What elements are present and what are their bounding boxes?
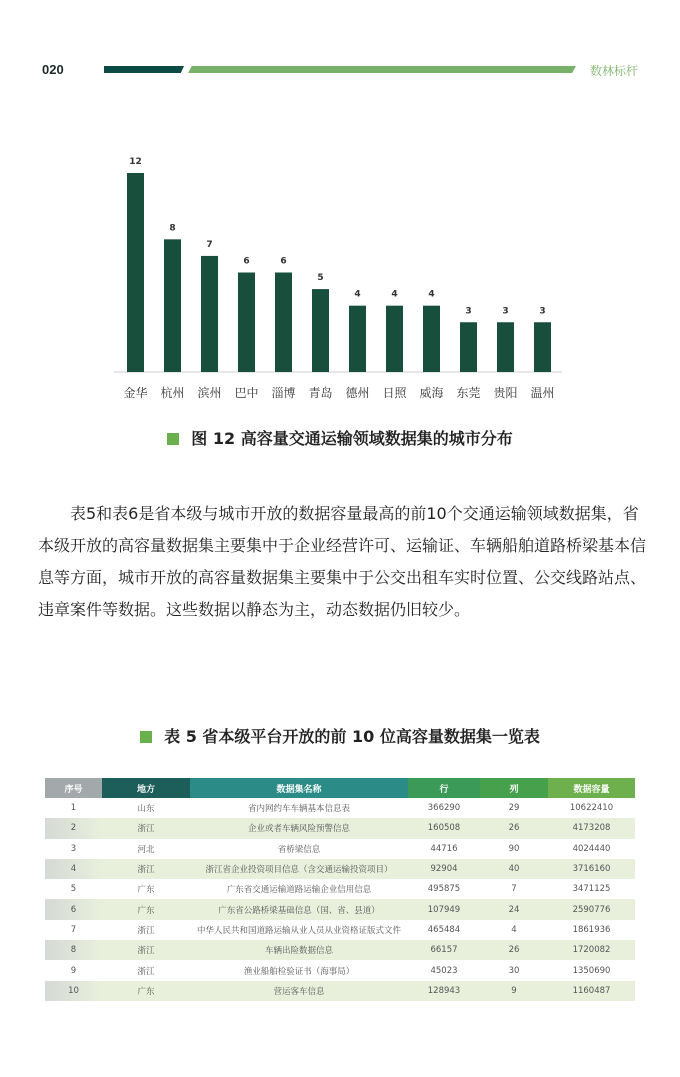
table-cell: 浙江 bbox=[137, 925, 155, 936]
table-cell: 10622410 bbox=[569, 803, 614, 814]
table-cell: 128943 bbox=[408, 981, 480, 1001]
table-row bbox=[45, 920, 635, 940]
table-cell: 河北 bbox=[137, 844, 155, 855]
table-cell: 26 bbox=[480, 940, 548, 960]
table-cell: 3 bbox=[70, 843, 77, 854]
column-header: 地方 bbox=[102, 778, 190, 798]
table-row bbox=[45, 960, 635, 980]
column-header: 数据集名称 bbox=[190, 778, 408, 798]
table-cell: 浙江 bbox=[102, 859, 190, 879]
table-cell: 90 bbox=[508, 843, 520, 854]
table-cell: 省内网约车车辆基本信息表 bbox=[247, 804, 350, 815]
data-label: 8 bbox=[169, 223, 176, 234]
bar bbox=[201, 256, 218, 372]
table-cell: 7 bbox=[511, 884, 517, 895]
category-label: 温州 bbox=[530, 386, 555, 400]
column-header: 行 bbox=[408, 778, 480, 798]
category-label: 青岛 bbox=[308, 386, 333, 400]
table-cell: 广东省公路桥梁基础信息（国、省、县道） bbox=[190, 899, 408, 919]
table-row bbox=[45, 981, 635, 1001]
bar bbox=[534, 322, 551, 372]
category-label: 德州 bbox=[345, 386, 370, 400]
table-cell: 广东 bbox=[102, 981, 190, 1001]
table-caption-text: 表 5 省本级平台开放的前 10 位高容量数据集一览表 bbox=[164, 727, 540, 746]
bar bbox=[275, 273, 292, 373]
data-label: 6 bbox=[280, 256, 287, 267]
bar bbox=[127, 173, 144, 372]
table-cell: 浙江 bbox=[102, 818, 190, 838]
table-cell: 24 bbox=[480, 899, 548, 919]
category-label: 东莞 bbox=[456, 386, 481, 400]
data-label: 12 bbox=[129, 157, 142, 167]
table-cell: 4173208 bbox=[548, 818, 635, 838]
body-paragraph: 表5和表6是省本级与城市开放的数据容量最高的前10个交通运输领域数据集，省本级开放的高容量数据集主要集中于企业经营许可、运输证、车辆船舶道路桥梁基本信息等方面，城市开放的高容量数据集主要集中于公交出租车实时位置、公交线路站点、违章案件等数据。这些数据以静态为主，动态数据仍旧较少。 bbox=[38, 504, 647, 619]
table-row bbox=[45, 879, 635, 899]
table-cell: 1160487 bbox=[548, 981, 635, 1001]
column-header: 列 bbox=[480, 778, 548, 798]
caption-marker bbox=[167, 433, 179, 445]
bar bbox=[238, 273, 255, 373]
data-label: 4 bbox=[391, 289, 398, 300]
table-cell: 5 bbox=[70, 884, 77, 895]
table-cell: 9 bbox=[480, 981, 548, 1001]
category-label: 日照 bbox=[382, 386, 407, 400]
table-cell: 10 bbox=[45, 981, 102, 1001]
table-row bbox=[45, 940, 635, 960]
table-cell: 营运客车信息 bbox=[190, 981, 408, 1001]
table-row bbox=[45, 899, 635, 919]
table-cell: 中华人民共和国道路运输从业人员从业资格证版式文件 bbox=[196, 925, 401, 936]
table-cell: 4 bbox=[45, 859, 102, 879]
data-label: 3 bbox=[539, 306, 546, 317]
data-label: 3 bbox=[502, 306, 509, 317]
category-label: 威海 bbox=[419, 386, 444, 400]
table-cell: 1861936 bbox=[572, 924, 611, 935]
bar bbox=[312, 289, 329, 372]
table-cell: 浙江 bbox=[102, 940, 190, 960]
bar bbox=[386, 306, 403, 372]
bar bbox=[423, 306, 440, 372]
table-cell: 8 bbox=[45, 940, 102, 960]
category-label: 杭州 bbox=[160, 386, 185, 400]
table-cell: 省桥梁信息 bbox=[277, 844, 321, 855]
table-cell: 广东 bbox=[137, 885, 155, 896]
category-label: 淄博 bbox=[271, 386, 296, 400]
header-bar-dark bbox=[104, 66, 184, 73]
table-cell: 1720082 bbox=[548, 940, 635, 960]
table-cell: 107949 bbox=[408, 899, 480, 919]
bar bbox=[164, 239, 181, 372]
table-cell: 1 bbox=[70, 803, 77, 814]
figure-caption bbox=[0, 426, 680, 449]
table-cell: 9 bbox=[70, 965, 77, 976]
table-cell: 44716 bbox=[430, 843, 458, 854]
header-bar-green bbox=[188, 66, 576, 73]
table-row bbox=[45, 839, 635, 859]
table-cell: 366290 bbox=[427, 803, 461, 814]
table-cell: 渔业船舶检验证书（海事局） bbox=[243, 966, 355, 977]
table-cell: 40 bbox=[480, 859, 548, 879]
data-label: 6 bbox=[243, 256, 250, 267]
brand-label: 数林标杆 bbox=[590, 64, 639, 78]
data-label: 5 bbox=[317, 273, 324, 284]
bar bbox=[460, 322, 477, 372]
table-cell: 广东 bbox=[102, 899, 190, 919]
table-cell: 160508 bbox=[408, 818, 480, 838]
category-label: 滨州 bbox=[197, 386, 222, 400]
data-label: 3 bbox=[465, 306, 472, 317]
caption-marker bbox=[140, 731, 152, 743]
table-cell: 26 bbox=[480, 818, 548, 838]
bar bbox=[497, 322, 514, 372]
table-cell: 1350690 bbox=[572, 965, 611, 976]
table-cell: 6 bbox=[45, 899, 102, 919]
category-label: 金华 bbox=[123, 386, 148, 400]
table-cell: 465484 bbox=[427, 924, 461, 935]
table-cell: 66157 bbox=[408, 940, 480, 960]
table-cell: 495875 bbox=[427, 884, 461, 895]
table-cell: 30 bbox=[508, 965, 520, 976]
dataset-table bbox=[45, 778, 635, 1001]
column-header: 数据容量 bbox=[548, 778, 635, 798]
table-cell: 7 bbox=[70, 924, 77, 935]
table-cell: 浙江 bbox=[137, 966, 155, 977]
table-cell: 3716160 bbox=[548, 859, 635, 879]
table-cell: 45023 bbox=[430, 965, 458, 976]
category-label: 贵阳 bbox=[493, 386, 518, 400]
data-label: 4 bbox=[428, 289, 435, 300]
table-cell: 车辆出险数据信息 bbox=[190, 940, 408, 960]
table-cell: 山东 bbox=[137, 804, 155, 815]
page-number: 020 bbox=[42, 62, 64, 77]
data-label: 4 bbox=[354, 289, 361, 300]
bar bbox=[349, 306, 366, 372]
table-cell: 4024440 bbox=[572, 843, 611, 854]
table-cell: 2590776 bbox=[548, 899, 635, 919]
table-cell: 92904 bbox=[408, 859, 480, 879]
table-cell: 3471125 bbox=[572, 884, 611, 895]
city-bar-chart bbox=[110, 140, 570, 405]
table-cell: 广东省交通运输道路运输企业信用信息 bbox=[226, 885, 372, 896]
table-cell: 29 bbox=[508, 803, 520, 814]
table-row bbox=[45, 859, 635, 879]
column-header: 序号 bbox=[45, 778, 102, 798]
table-row bbox=[45, 818, 635, 838]
category-label: 巴中 bbox=[234, 386, 259, 400]
table-cell: 企业或者车辆风险预警信息 bbox=[190, 818, 408, 838]
table-cell: 浙江省企业投资项目信息（含交通运输投资项目） bbox=[190, 859, 408, 879]
data-label: 7 bbox=[206, 239, 213, 250]
table-caption bbox=[0, 724, 680, 747]
figure-caption-text: 图 12 高容量交通运输领域数据集的城市分布 bbox=[191, 429, 513, 448]
table-cell: 2 bbox=[45, 818, 102, 838]
table-row bbox=[45, 798, 635, 818]
table-cell: 4 bbox=[511, 924, 517, 935]
